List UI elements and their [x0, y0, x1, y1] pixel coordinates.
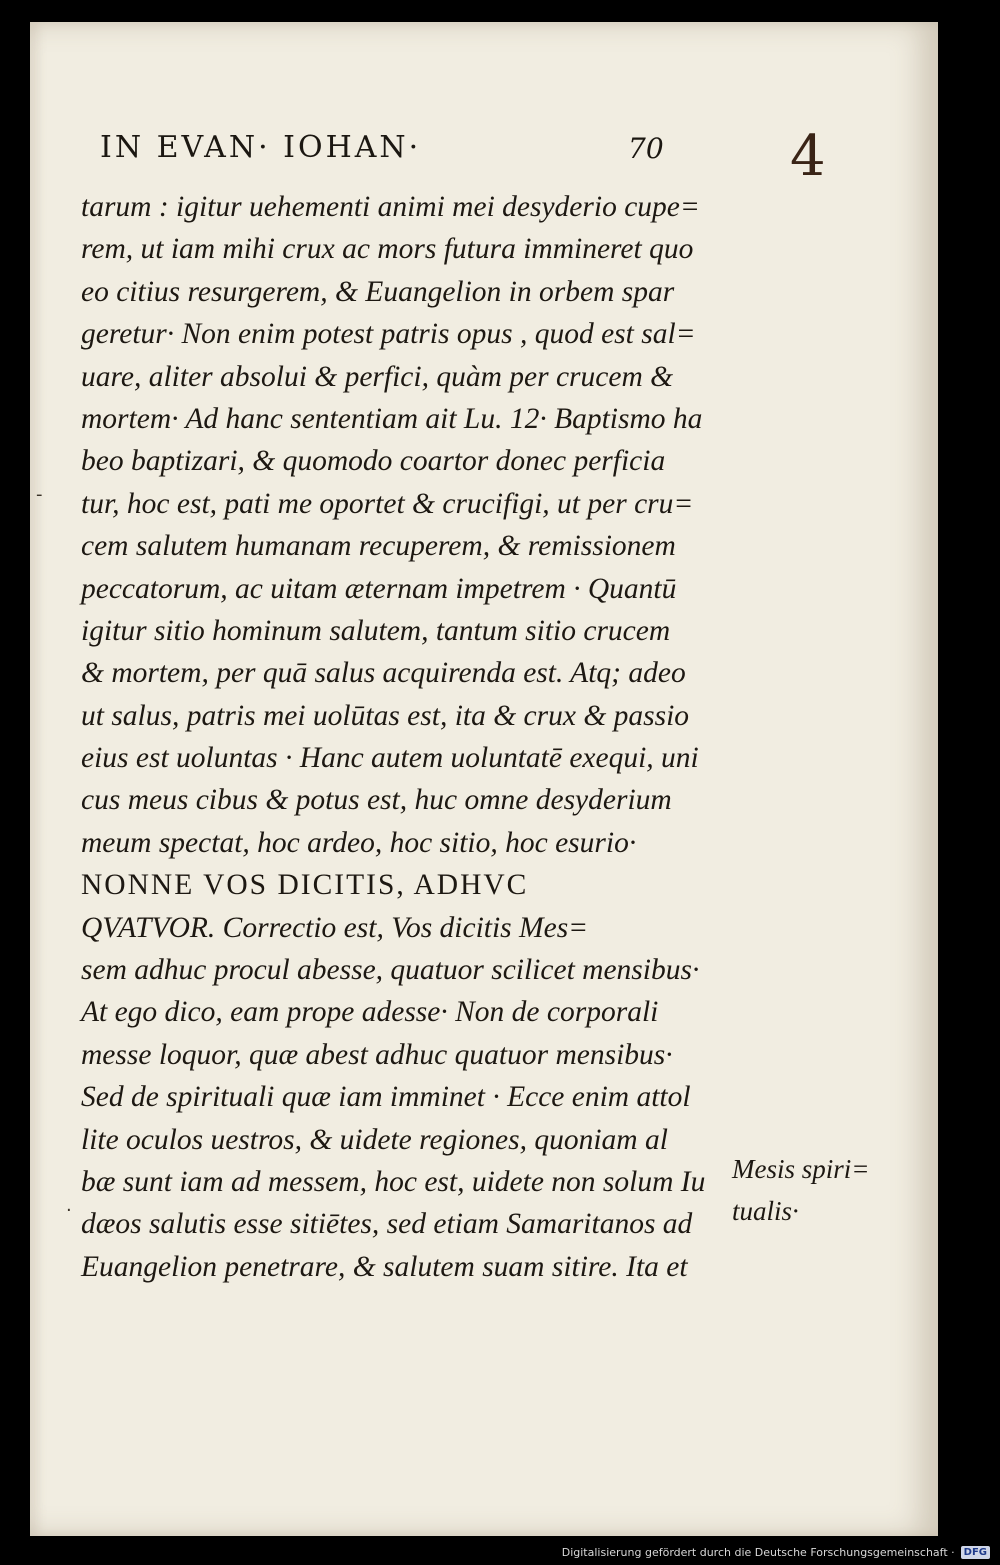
- text-line: uare, aliter absolui & perfici, quàm per crucem &: [81, 360, 674, 393]
- handwritten-leaf-number: 4: [790, 124, 826, 189]
- body-text: [81, 186, 721, 1286]
- text-line: sem adhuc procul abesse, quatuor scilicet mensibus·: [81, 954, 700, 987]
- text-line: igitur sitio hominum salutem, tantum sitio crucem: [81, 614, 671, 647]
- text-line: geretur· Non enim potest patris opus , quod est sal=: [81, 318, 696, 351]
- text-line: meum spectat, hoc ardeo, hoc sitio, hoc esurio·: [81, 826, 637, 859]
- marginal-note-line: tualis·: [732, 1196, 799, 1227]
- margin-dash-mark: -: [36, 484, 43, 505]
- text-line: bæ sunt iam ad messem, hoc est, uidete non solum Iu: [81, 1165, 706, 1198]
- text-line: & mortem, per quā salus acquirenda est. Atq; adeo: [81, 657, 686, 690]
- text-line: eius est uoluntas · Hanc autem uoluntatē exequi, uni: [81, 742, 699, 775]
- text-line: messe loquor, quæ abest adhuc quatuor mensibus·: [81, 1038, 673, 1071]
- text-line: At ego dico, eam prope adesse· Non de corporali: [81, 996, 659, 1029]
- text-line: Euangelion penetrare, & salutem suam sitire. Ita et: [81, 1250, 688, 1283]
- text-line: dæos salutis esse sitiētes, sed etiam Samaritanos ad: [81, 1208, 693, 1241]
- running-head: IN EVAN· IOHAN·: [100, 130, 422, 165]
- text-line: lite oculos uestros, & uidete regiones, quoniam al: [81, 1123, 668, 1156]
- text-line: cus meus cibus & potus est, huc omne desyderium: [81, 784, 672, 817]
- text-line: beo baptizari, & quomodo coartor donec perficia: [81, 445, 666, 478]
- text-line: rem, ut iam mihi crux ac mors futura immineret quo: [81, 233, 694, 266]
- text-line: tarum : igitur uehementi animi mei desyderio cupe=: [81, 191, 700, 223]
- lemma-line: NONNE VOS DICITIS, ADHVC: [81, 869, 529, 902]
- text-line: mortem· Ad hanc sententiam ait Lu. 12· Baptismo ha: [81, 402, 703, 435]
- footer-credit-text: Digitalisierung gefördert durch die Deutsche Forschungsgemeinschaft ·: [561, 1545, 955, 1559]
- marginal-note: [732, 1148, 902, 1233]
- folio-number: 70: [628, 132, 664, 165]
- text-line: eo citius resurgerem, & Euangelion in orbem spar: [81, 275, 675, 308]
- footer-credit: [562, 1542, 990, 1562]
- text-line: peccatorum, ac uitam æternam impetrem · Quantū: [81, 572, 677, 605]
- text-line: QVATVOR. Correctio est, Vos dicitis Mes=: [81, 911, 589, 944]
- text-line: ut salus, patris mei uolūtas est, ita & crux & passio: [81, 699, 690, 732]
- dfg-logo: DFG: [961, 1546, 990, 1559]
- text-line: tur, hoc est, pati me oportet & crucifigi, ut per cru=: [81, 487, 694, 520]
- marginal-note-line: Mesis spiri=: [732, 1154, 870, 1184]
- margin-dot-mark: ·: [66, 1200, 72, 1221]
- text-line: cem salutem humanam recuperem, & remissionem: [81, 530, 676, 563]
- text-line: Sed de spirituali quæ iam imminet · Ecce enim attol: [81, 1081, 691, 1114]
